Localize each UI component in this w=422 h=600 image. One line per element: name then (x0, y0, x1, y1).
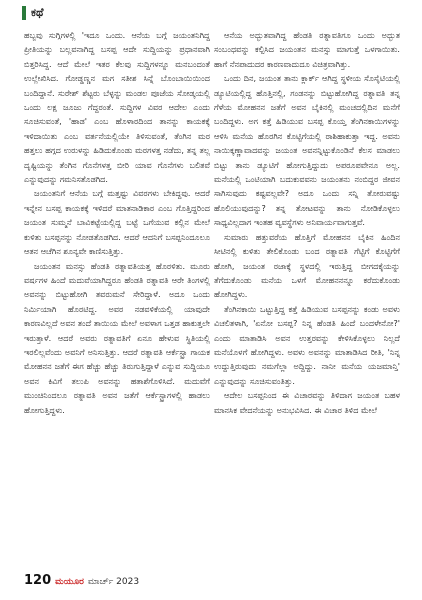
magazine-name: ಮಯೂರ (55, 577, 84, 587)
paragraph: ಜಯಂತನಿಗೆ ಆನೆಯ ಬಗ್ಗೆ ಮತ್ತಷ್ಟು ವಿವರಗಳು ಬೇಕಿದ್ದವು. ಆದರೆ ಇನ್ನೇನ ಬಸಪ್ಪ ಕಾಯಕಕ್ಕೆ ಇಳಿದರೆ ಮಾತನಾಡಿಕಾರ ಎಂಬ ಗೊತ್ತಿದ್ದರಿಂದ ಜಯಂತ ಸುಮ್ಮನೆ ಬಾವಿಕಟ್ಟೆಯಲ್ಲಿದ್ದ ಬಟ್ಟೆ ಒಗೆಯುವ ಕಲ್ಲಿನ ಮೇಲೆ ಕುಳಿತು ಬಸಪ್ಪನನ್ನು ನೋಡತೊಡಗಿದ. ಆದರೆ ಆದನಿಗೆ ಬಸಪ್ಪನಿಂದೂಲೂ ಆತನ ಆಚೆಗಿನ ಶೂನ್ಯವೇ ಕಾಣಿಸುತ್ತಿತ್ತು. (24, 188, 210, 257)
page-footer (24, 573, 139, 588)
issue-date: ಮಾರ್ಚ್ 2023 (87, 577, 140, 587)
page-number: 120 (24, 573, 52, 588)
paragraph: ಒಂದು ದಿನ, ಜಯಂತ ತಾನು ಕ್ಲಾರ್ಕ್ ಆಗಿದ್ದ ಸ್ಥಳೀಯ ಸೊಸೈಟಿಯಲ್ಲಿ ಡ್ಯೂಟಿಯಲ್ಲಿದ್ದ ಹೊತ್ತಿನಲ್ಲಿ, ಗಂಡನನ್ನು ಬಿಟ್ಟುಹೋಗಿದ್ದ ರತ್ನಾವತಿ ತನ್ನ ಗೆಳೆಯ ಮೋಹನನ ಜತೆಗೆ ಅವನ ಬೈಕಿನಲ್ಲಿ ಮಂಚದಲ್ಲಿದಿನ ಮನೆಗೆ ಬಂದಿದ್ದಳು. ಅಗ ಕತ್ತೆ ಹಿಡಿಯುವ ಬಸಪ್ಪ ಕೊಯ್ತ ತೆಂಗಿನಕಾಯಿಗಳನ್ನು ಆಳಿಸಿ ಮನೆಯ ಹೊರಗಿನ ಕೊಟ್ಟಿಗೆಯಲ್ಲಿ ರಾಶಿಹಾಕುತ್ತಾ ಇದ್ದ. ಅವನು ನಾಯಿಕ್ಕಣ್ಣಾವಾದವನ್ನು ಜಯಂತ ಅವನನ್ನಿಟ್ಟುಕೊಂಡಿನೆ ಕೆಲಸ ಮಾಡಲು ಬಿಟ್ಟು ತಾನು ಡ್ಯೂಟಿಗೆ ಹೋಗುತ್ತಿದ್ದುದು ಅಪರೂಪವೇನೂ ಅಲ್ಲ. ಮನೆಯಲ್ಲಿ ಒಂಟಿಯಾಗಿ ಬದುಕುವವನು ಜಯಂತನು ನಂಬಿದ್ದರ ಜೀವನ ಸಾಗಿಸುವುದು ಕಷ್ಟವಲ್ಲವೇ? ಅದೂ ಒಂದು ಸನ್ನಿ ತೋರುವಷ್ಟು ಹೊಲಿಯುವುದನ್ನು? ತನ್ನ ತೋಟವನ್ನು ತಾನು ನೋಡಿಕೊಳ್ಳಲು ಸಾಧ್ಯವಿಲ್ಲದಾಗ ಇಂತಹ ವ್ಯವಸ್ಥೆಗಳು ಅನಿವಾರ್ಯವಾಗುತ್ತವೆ. (214, 73, 400, 228)
right-column (214, 28, 400, 558)
paragraph: ಸುಮಾರು ಹತ್ತುವರೆಯ ಹೊತ್ತಿಗೆ ಮೋಹನನ ಬೈಕಿನ ಹಿಂದಿನ ಸೀಟಿನಲ್ಲಿ ಕುಳಿತು ತೇಲಿಕೊಂಡು ಬಂದ ರತ್ನಾವತಿ ಗೆಟ್ಟಿಗೆ ಕೊಟ್ಟಿಗೆಗೆ ಹೋಗಿ, ಜಯಂತ ರಜಾಕ್ಕೆ ಸ್ಥಳದಲ್ಲಿ ಇರುತ್ತಿದ್ದ ಬೀಗದಕೈಯನ್ನು ತೆಗೆದುಕೊಂಡು ಮನೆಯ ಒಳಗೆ ಮೋಹನನನ್ನೂ ಕರೆದುಕೊಂಡು ಹೋಗಿದ್ದಳು. (214, 231, 400, 300)
paragraph: ತೆಂಗಿನಕಾಯಿ ಒಟ್ಟುತ್ತಿದ್ದ ಕತ್ತೆ ಹಿಡಿಯುವ ಬಸಪ್ಪನನ್ನು ಕಂಡು ಅವಳು ವಿಚಲಿತಳಾಗಿ, 'ಏನೋ ಬಸಪ್ಪ? ನಿನ್ನ ಹೆಂಡತಿ ಹಿಂದೆ ಬಂದಳೇನೋ?' ಎಂದು ಮಾತಾಡಿಸಿ ಅವನ ಉತ್ತರವನ್ನು ಕೇಳಿಸಿಕೊಳ್ಳಲು ನಿಲ್ಲದೆ ಮನೆಯೊಳಗೆ ಹೋಗಿದ್ದಳು. ಅವಳು ಅವನನ್ನು ಮಾತಾಡಿಸಿದ ರೀತಿ, 'ನಿನ್ನ ಉದ್ದುತ್ತಿರುವುದು ನಮಗೆಲ್ಲಾ ಅದ್ದಿದ್ದು. ನಾನೀ ಮನೆಯ ಯಜಮಾನ್ತಿ' ಎನ್ನುವುದನ್ನು ಸೂಚಿಸುವಂತಿತ್ತು. (214, 303, 400, 386)
left-column (24, 28, 210, 558)
paragraph: ಆದೇಲ ಬಸಪ್ಪನಿಂದ ಈ ವಿಚಾರವನ್ನು ತಿಳಿದಾಗ ಜಯಂತ ಬಹಳ ಮಾನಸಿಕ ವೇದನೆಯನ್ನು ಅನುಭವಿಸಿದ. ಈ ವಿಚಾರ ತಿಳಿದ ಮೇಲೆ (214, 390, 400, 415)
section-marker-bar (22, 6, 26, 20)
section-label: ಕಥೆ (31, 6, 44, 19)
paragraph: ಹಬ್ಬವು ಸುಗ್ಗಿಗಳಲ್ಲಿ 'ಇದೂ ಒಂದು. ಆನೆಯ ಬಗ್ಗೆ ಜಯಂತನಿಗಿದ್ದ ಪ್ರೀತಿಯನ್ನು ಬಲ್ಲವನಾಗಿದ್ದ ಬಸಪ್ಪ ಆದೇ ಸುದ್ದಿಯನ್ನು ಪ್ರಧಾನವಾಗಿ ಬಿತ್ತರಿಸಿದ್ದ. ಆದೆ ಮೇಲೆ ಇತರ ಕೆಲವು ಸುದ್ದಿಗಳನ್ನೂ ಮನಬಂದಂತೆ ಉಲ್ಲೇಖಿಸಿದ. ಗೋಡ್ಡಣ್ಣನ ಮಗ ಸತೀಶ ಸಿನ್ನೆ ಬೊಂಬಾಯಿಯಿಂದ ಬಂದಿದ್ದಾನೆ. ಸುರೇಶ್ ಶೆಟ್ಟರು ಬೆಳ್ಳನ್ನು ಮಂಡಲ ಪೂಜೆಯ ಸೋಡ್ಕಯಲ್ಲಿ ಒಂದು ಲಕ್ಷ ಜೂಜು ಗೆದ್ದರಂತೆ. ಸುದ್ದಿಗಳ ವಿವರ ಆದೇಲ ಎಂದು ಸೂಚಿಸುವಂತೆ, 'ಹಾಡ' ಎಂಬ ಹೊಳಾರದಿಂದ ತಾನನ್ನು ಕಾಯಕಕ್ಕೆ ಇಳಿದಾಯಿತು ಎಂಬ ವರ್ತನೆಯಲ್ಲಿಯೇ ತಿಳಿಸುವಂತೆ, ತೆಂಗಿನ ಮರ ಹತ್ತಲು ಹಗ್ಗದ ಉರುಳನ್ನು ಹಿಡಿದುಕೊಂಡು ಮರಗಳತ್ತ ನಡೆದು, ತನ್ನ ತಲ್ಲ ದೃಷ್ಟಿಯನ್ನು ತೆಂಗಿನ ಗೊನೆಗಳತ್ತ ಬೀರಿ ಯಾವ ಗೊನೆಗಳು ಬಲಿತವೆ ಎನ್ನುವುದನ್ನು ಗಮನಿಸತೊಡಗಿದ. (24, 30, 210, 185)
paragraph: ಆನೆಯ ಅದ್ಭುತವಾಗಿದ್ದ ಹೆಂಡತಿ ರತ್ನಾವತಿಗೂ ಒಂದು ಅದ್ಭುತ ಸಂಬಂಧವನ್ನು ಕಲ್ಪಿಸಿದ ಜಯಂತನ ಮನಸ್ಸು ಮಾಗುತ್ತೆ ಒಳಗಾಯಿತು. ಹಾಗೆ ನೆನಪಾದುದರ ಕಾರಣವಾದುದೂ ವಿಚಿತ್ರವಾಗಿತ್ತು. (214, 30, 400, 69)
section-header (22, 6, 44, 20)
paragraph: ಜಯಂತನ ಮನಸ್ಸು ಹೆಂಡತಿ ರತ್ನಾವತಿಯತ್ತ ಹೊರಳಿತು. ಮೂರು ವರ್ಷಗಳ ಹಿಂದೆ ಮದುವೆಯಾಗಿದ್ದರೂ ಹೆಂಡತಿ ರತ್ನಾವತಿ ಆರೇ ತಿಂಗಳಲ್ಲಿ ಅವನನ್ನು ಬಿಟ್ಟುಹೋಗಿ ತವರುಮನೆ ಸೇರಿದ್ದಾಳೆ. ಅದೂ ಒಂದು ನಿರ್ಮಿಯಾಗಿ ಹೊರಟಿದ್ದ. ಅವರ ನಡವಳಿಕೆಯಲ್ಲಿ ಯಾವುದೇ ಕಾರಣವಿಲ್ಲದೆ ಅವನ ತಂದೆ ತಾಯಿಯ ಮೇಲೆ ಅವಳಾಗ ಒತ್ತಡ ಹಾಕುತ್ತಲೇ ಇರುತ್ತಾಳೆ. ಆದರೆ ಅವರು ರತ್ನಾವತಿಗೆ ಏನೂ ಹೇಳುವ ಸ್ಥಿತಿಯಲ್ಲಿ ಇರಲಿಲ್ಲವೆಂದು ಅವನಿಗೆ ಅನಿಸುತ್ತಿತ್ತು. ಆದರೆ ರತ್ನಾವತಿ ಆರ್ಕೆಸ್ಟ್ರಾ ಗಾಯಕ ಮೋಹನನ ಜತೆಗೆ ಈಗ ಹೆಚ್ಚು ಹೆಚ್ಚು ತಿರುಗುತ್ತಿದ್ದಾಳೆ ಎನ್ನುವ ಸುದ್ದಿಯೂ ಅವನ ಕಿವಿಗೆ ತಲುಪಿ ಅವನನ್ನು ಹತಾಶೆಗೊಳಿಸಿದೆ. ಮದುವೆಗೆ ಮುಂಚಿನಿಂದಲೂ ರತ್ನಾವತಿ ಅವನ ಜತೆಗೆ ಆರ್ಕೆಸ್ಟ್ರಾಗಳಲ್ಲಿ ಹಾಡಲು ಹೋಗುತ್ತಿದ್ದಳು. (24, 260, 210, 415)
